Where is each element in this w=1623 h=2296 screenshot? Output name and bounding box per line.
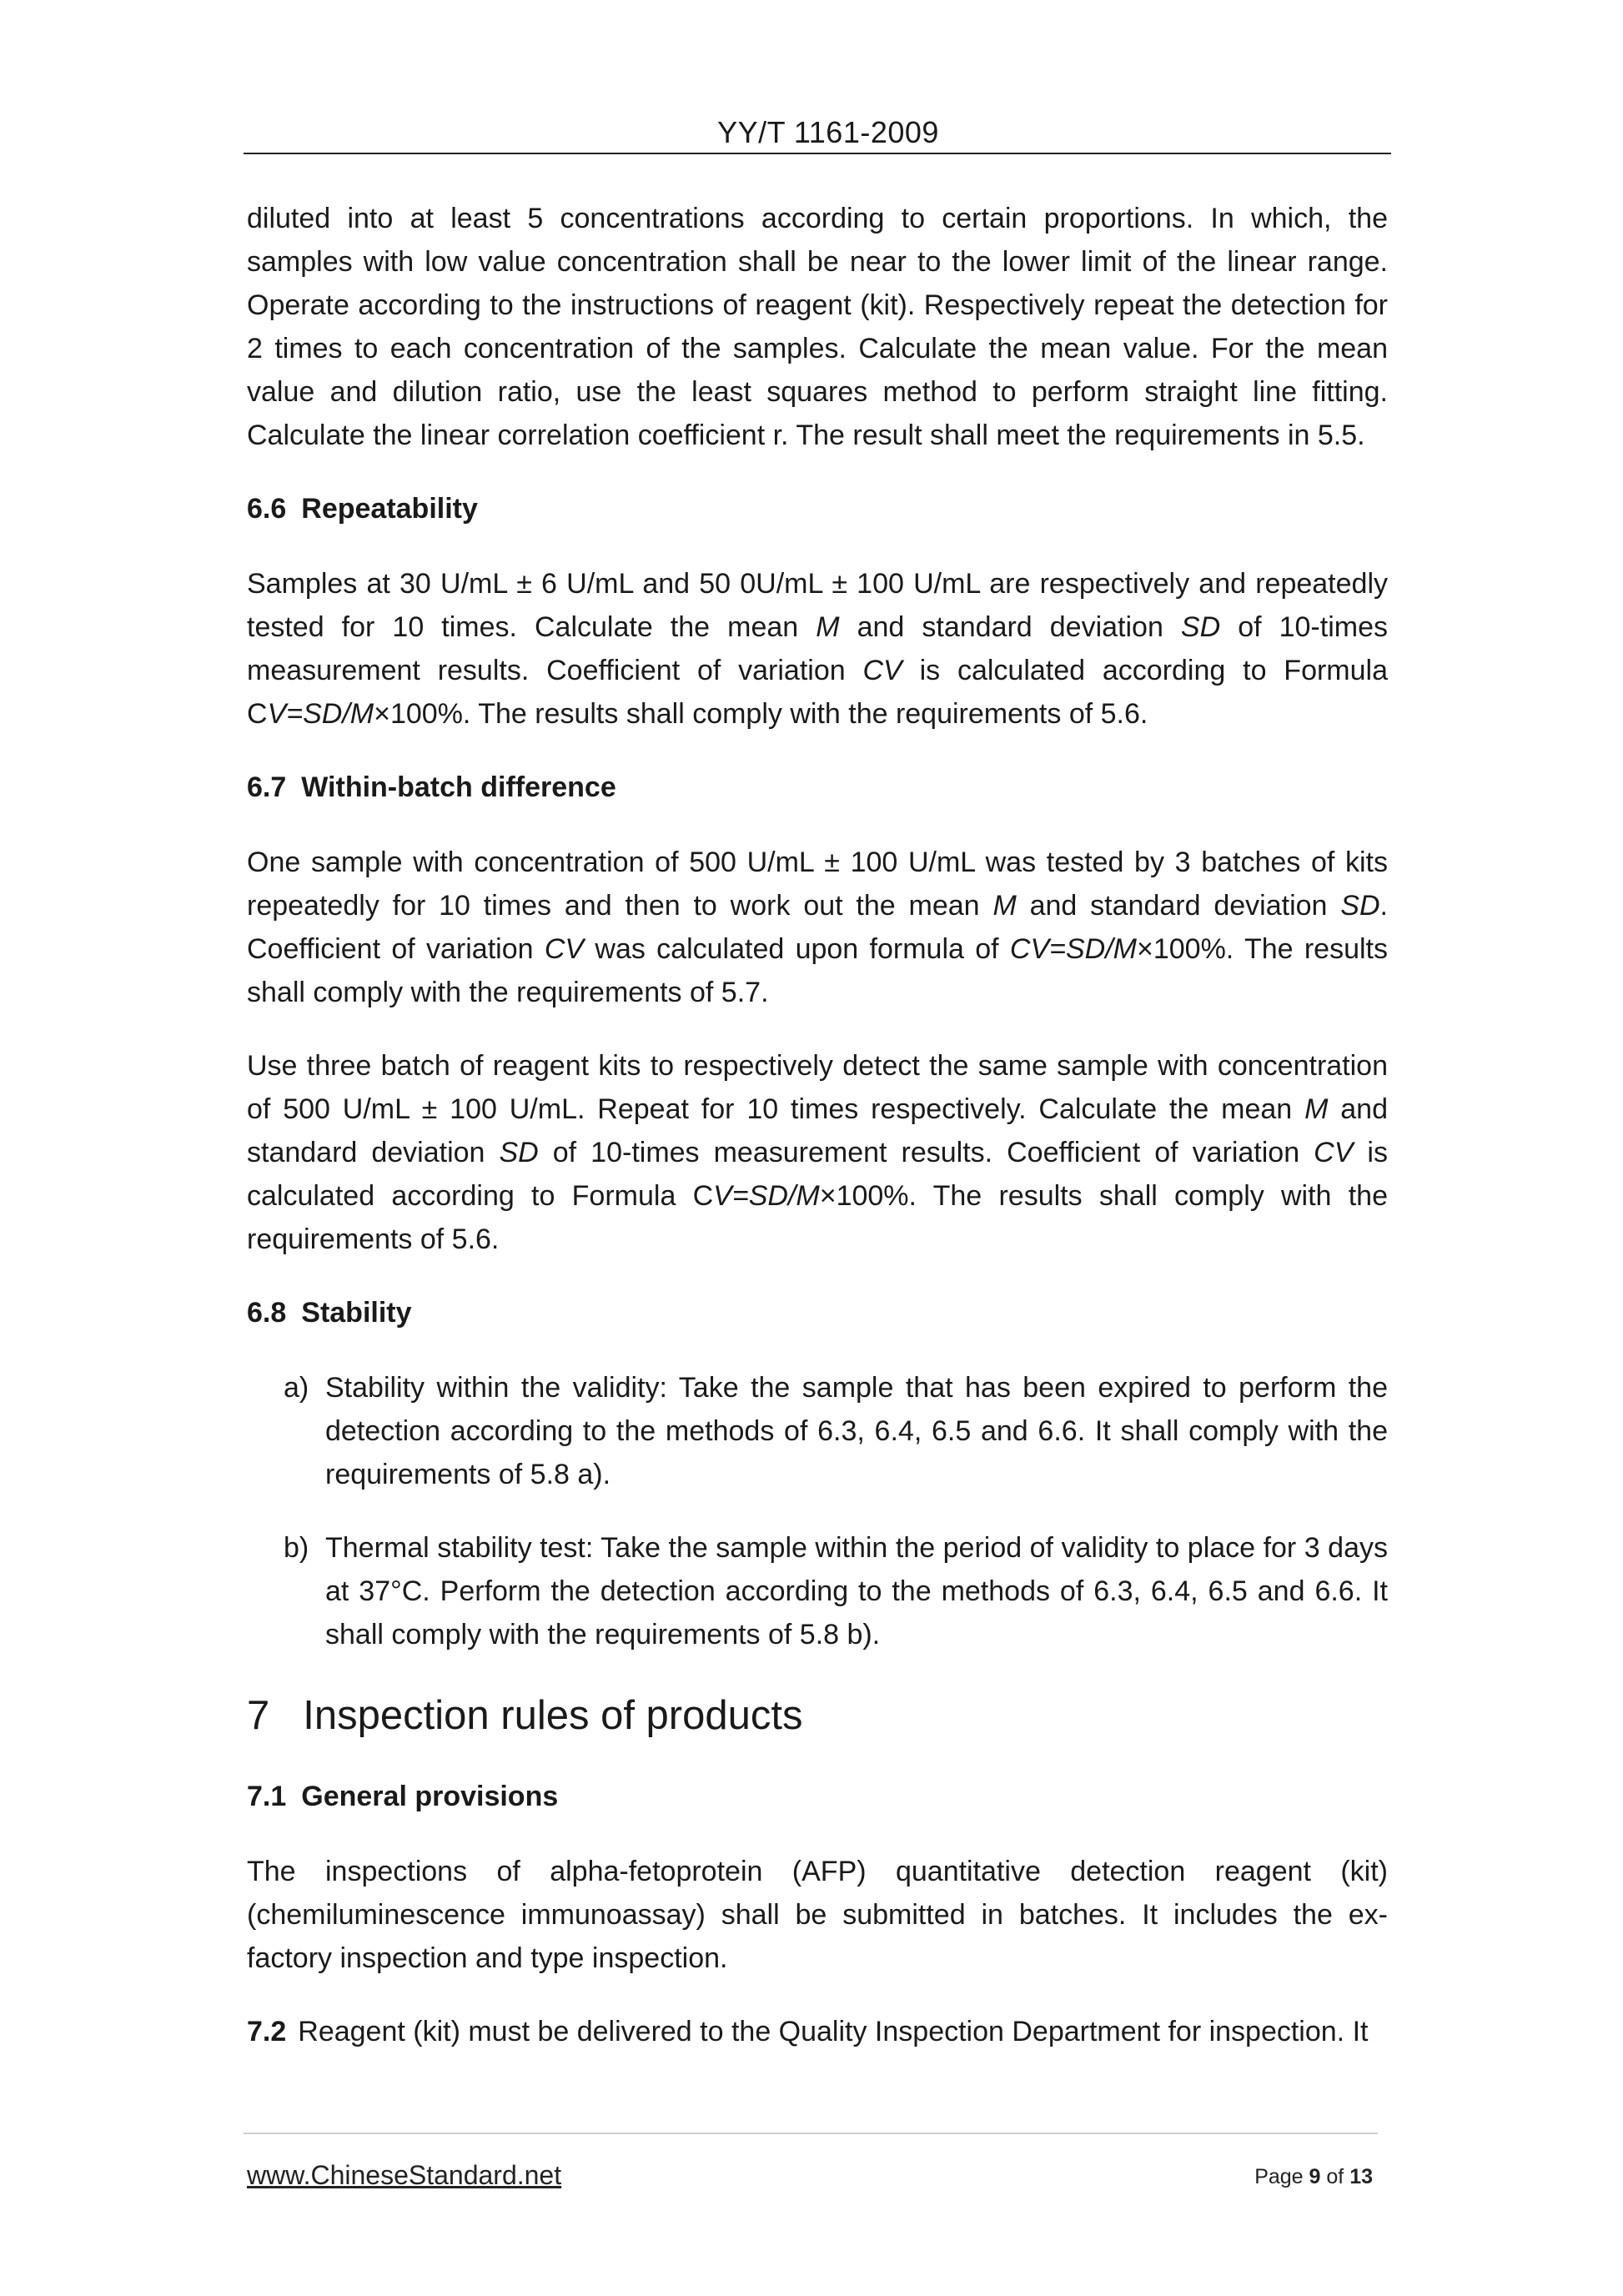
list-marker: a) bbox=[284, 1372, 309, 1404]
chapter-title: Inspection rules of products bbox=[303, 1693, 803, 1738]
document-code-header: YY/T 1161-2009 bbox=[717, 115, 939, 149]
clause-number: 6.8 bbox=[247, 1297, 287, 1329]
clause-title: Repeatability bbox=[301, 493, 478, 525]
chapter-7-heading bbox=[247, 1686, 1388, 1745]
clause-6-7-heading bbox=[247, 766, 1388, 809]
list-item-text: Stability within the validity: Take the sample that has been expired to perform the detection according to the methods of 6.3, 6.4, 6.5 and 6.6. It shall comply with the requirements of 5.8 a). bbox=[325, 1372, 1388, 1490]
list-item-text: Thermal stability test: Take the sample within the period of validity to place for 3 days at 37°C. Perform the detection according to the methods of 6.3, 6.4, 6.5 and 6.6. It shall comply with the requirements of 5.8 b). bbox=[325, 1532, 1388, 1650]
clause-text: Reagent (kit) must be delivered to the Quality Inspection Department for inspection. It bbox=[298, 2016, 1369, 2047]
clause-number: 6.6 bbox=[247, 493, 287, 525]
chapter-number: 7 bbox=[247, 1693, 270, 1738]
page-number: Page 9 of 13 bbox=[1254, 2165, 1373, 2188]
footer-divider bbox=[244, 2133, 1378, 2134]
footer-website-link[interactable]: www.ChineseStandard.net bbox=[247, 2160, 562, 2190]
clause-6-6-paragraph: Samples at 30 U/mL ± 6 U/mL and 50 0U/mL ± 100 U/mL are respectively and repeatedly tested for 10 times. Calculate the mean M and standard deviation SD of 10-times measurement results. Coefficient of variation CV is calculated according to Formula CV=SD/M×100%. The results shall comply with the requirements of 5.6. bbox=[247, 568, 1389, 730]
list-item bbox=[247, 1366, 1388, 1496]
clause-title: Stability bbox=[301, 1297, 412, 1329]
clause-number: 7.1 bbox=[247, 1781, 287, 1812]
clause-title: Within-batch difference bbox=[301, 771, 616, 803]
clause-7-2-paragraph bbox=[247, 2010, 1388, 2053]
clause-6-6-heading bbox=[247, 487, 1388, 530]
clause-title: General provisions bbox=[301, 1781, 559, 1812]
list-item bbox=[247, 1526, 1388, 1656]
clause-7-1-paragraph: The inspections of alpha-fetoprotein (AFP) quantitative detection reagent (kit) (chemiluminescence immunoassay) shall be submitted in batches. It includes the ex-factory inspection and type inspection. bbox=[247, 1856, 1388, 1974]
clause-7-1-heading bbox=[247, 1775, 1388, 1818]
clause-6-7-paragraph-2: Use three batch of reagent kits to respectively detect the same sample with concentration of 500 U/mL ± 100 U/mL. Repeat for 10 times respectively. Calculate the mean M and standard deviation SD of 10-times measurement results. Coefficient of variation CV is calculated according to Formula CV=SD/M×100%. The results shall comply with the requirements of 5.6. bbox=[247, 1050, 1388, 1255]
header-divider bbox=[244, 153, 1391, 154]
intro-paragraph: diluted into at least 5 concentrations according to certain proportions. In which, the samples with low value concentration shall be near to the lower limit of the linear range. Operate according to the instructions of reagent (kit). Respectively repeat the detection for 2 times to each concentration of the samples. Calculate the mean value. For the mean value and dilution ratio, use the least squares method to perform straight line fitting. Calculate the linear correlation coefficient r. The result shall meet the requirements in 5.5. bbox=[247, 203, 1388, 451]
list-marker: b) bbox=[284, 1532, 309, 1564]
clause-6-7-paragraph-1: One sample with concentration of 500 U/mL ± 100 U/mL was tested by 3 batches of kits repeatedly for 10 times and then to work out the mean M and standard deviation SD. Coefficient of variation CV was calculated upon formula of CV=SD/M×100%. The results shall comply with the requirements of 5.7. bbox=[247, 847, 1388, 1008]
page-body bbox=[247, 197, 1388, 2083]
clause-6-8-heading bbox=[247, 1291, 1388, 1334]
clause-number: 7.2 bbox=[247, 2016, 287, 2047]
clause-number: 6.7 bbox=[247, 771, 287, 803]
